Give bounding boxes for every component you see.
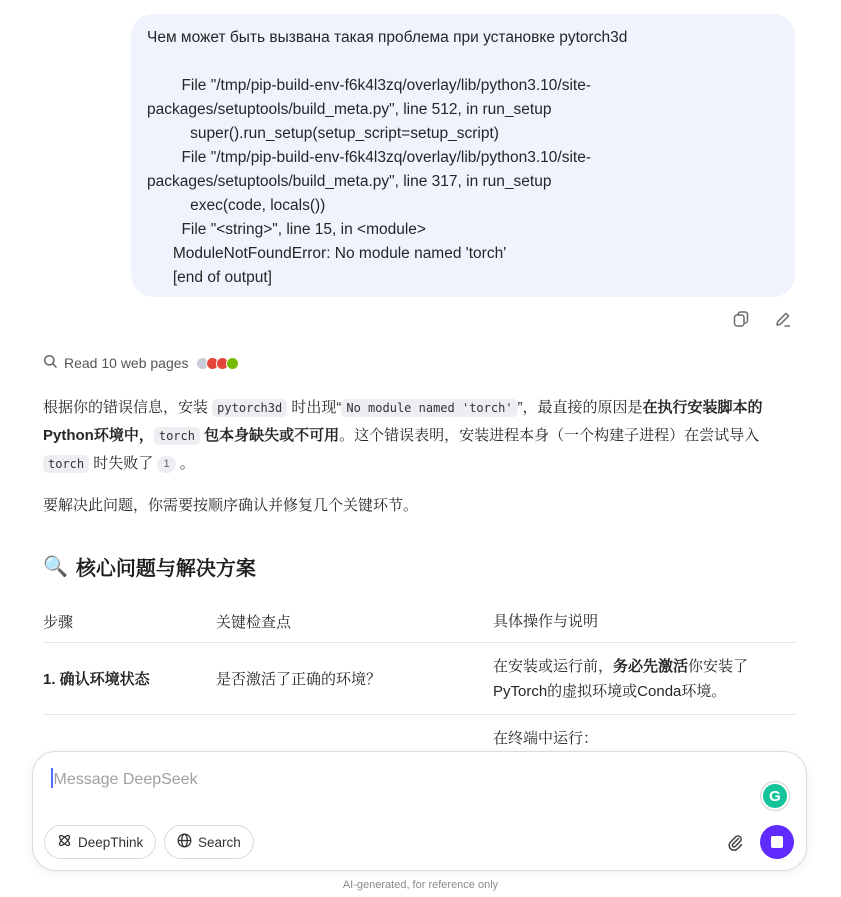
- deepthink-button[interactable]: [44, 825, 156, 859]
- solution-table: [43, 600, 796, 751]
- message-actions: [730, 308, 794, 330]
- answer-text: 。这个错误表明，安装进程本身（一个构建子进程）在尝试导入: [339, 427, 760, 444]
- table-row: [43, 643, 796, 715]
- answer-text: 时失败了: [89, 455, 158, 472]
- search-button[interactable]: [164, 825, 254, 859]
- stop-generation-button[interactable]: [760, 825, 794, 859]
- operation-bold-text: 务必先激活: [613, 657, 689, 675]
- table-cell-step: [43, 726, 216, 751]
- answer-bold-text: 在执行安装脚本的Python环境中，: [43, 399, 763, 444]
- inline-code: No module named 'torch': [341, 399, 517, 417]
- table-header-cell: 步骤: [43, 613, 74, 631]
- table-header-cell: 关键检查点: [216, 613, 292, 631]
- message-composer: [32, 751, 807, 871]
- user-message-text: Чем может быть вызвана такая проблема при установке pytorch3d File "/tmp/pip-build-env-f6k4l3zq/overlay/lib/python3.10/site-packages/setuptools/build_meta.py", line 512, in run_setup super().run_setup(setup_script=setup_script) File "/tmp/pip-build-env-f6k4l3zq/overlay/lib/python3.10/site-packages/setuptools/build_meta.py", line 317, in run_setup exec(code, locals()) File "<string>", line 15, in <module> ModuleNotFoundError: No module named 'torch' [end of output]: [147, 29, 628, 286]
- message-input-placeholder: Message DeepSeek: [53, 771, 198, 788]
- web-pages-label: Read 10 web pages: [64, 355, 189, 371]
- inline-code: pytorch3d: [212, 399, 287, 417]
- answer-text: 。: [175, 455, 195, 472]
- answer-text: 时出现“: [287, 399, 342, 416]
- table-row: [43, 715, 796, 751]
- ai-disclaimer: AI-generated, for reference only: [342, 879, 499, 891]
- operation-text: 你安装了PyTorch的虚拟环境或Conda环境。: [493, 657, 749, 700]
- inline-code: torch: [154, 427, 200, 445]
- inline-code: torch: [43, 455, 89, 473]
- grammarly-icon[interactable]: [761, 782, 789, 810]
- answer-bold-text: 包本身缺失或不可用: [199, 427, 340, 444]
- answer-text: ”，最直接的原因是: [517, 399, 643, 416]
- web-pages-indicator[interactable]: [43, 354, 239, 372]
- operation-text: 在安装或运行前，: [493, 657, 614, 675]
- table-cell-operation: 在终端中运行：: [493, 730, 599, 747]
- globe-icon: [177, 833, 192, 851]
- paperclip-icon[interactable]: [723, 830, 747, 854]
- search-label: Search: [198, 834, 241, 850]
- table-cell-check: 是否激活了正确的环境？: [216, 671, 382, 688]
- section-heading-text: 核心问题与解决方案: [75, 558, 256, 580]
- table-cell-check: [216, 726, 493, 751]
- search-icon: [43, 354, 58, 372]
- step-label: 1. 确认环境状态: [43, 671, 150, 688]
- table-header-cell: 具体操作与说明: [493, 612, 599, 630]
- section-heading: [43, 552, 256, 581]
- magnifier-emoji-icon: 🔍: [43, 556, 68, 578]
- user-message-bubble: [131, 14, 795, 297]
- table-cell-operation: [493, 654, 796, 704]
- grammarly-letter: G: [769, 787, 781, 805]
- nvidia-favicon-icon: [226, 357, 239, 370]
- answer-paragraph: 要解决此问题，你需要按顺序确认并修复几个关键环节。: [43, 497, 419, 514]
- assistant-answer: [43, 394, 791, 534]
- atom-icon: [57, 833, 72, 851]
- copy-icon[interactable]: [730, 308, 752, 330]
- answer-text: 根据你的错误信息，安装: [43, 399, 213, 416]
- deepthink-label: DeepThink: [78, 834, 144, 850]
- table-cell-step: [43, 668, 216, 689]
- stop-icon: [771, 836, 783, 848]
- table-header-row: [43, 600, 796, 643]
- answer-paragraph: [43, 394, 791, 478]
- source-favicons: [199, 357, 239, 370]
- text-caret: [51, 768, 53, 788]
- message-input[interactable]: [51, 768, 198, 789]
- pencil-icon[interactable]: [772, 308, 794, 330]
- citation-badge[interactable]: 1: [157, 456, 175, 473]
